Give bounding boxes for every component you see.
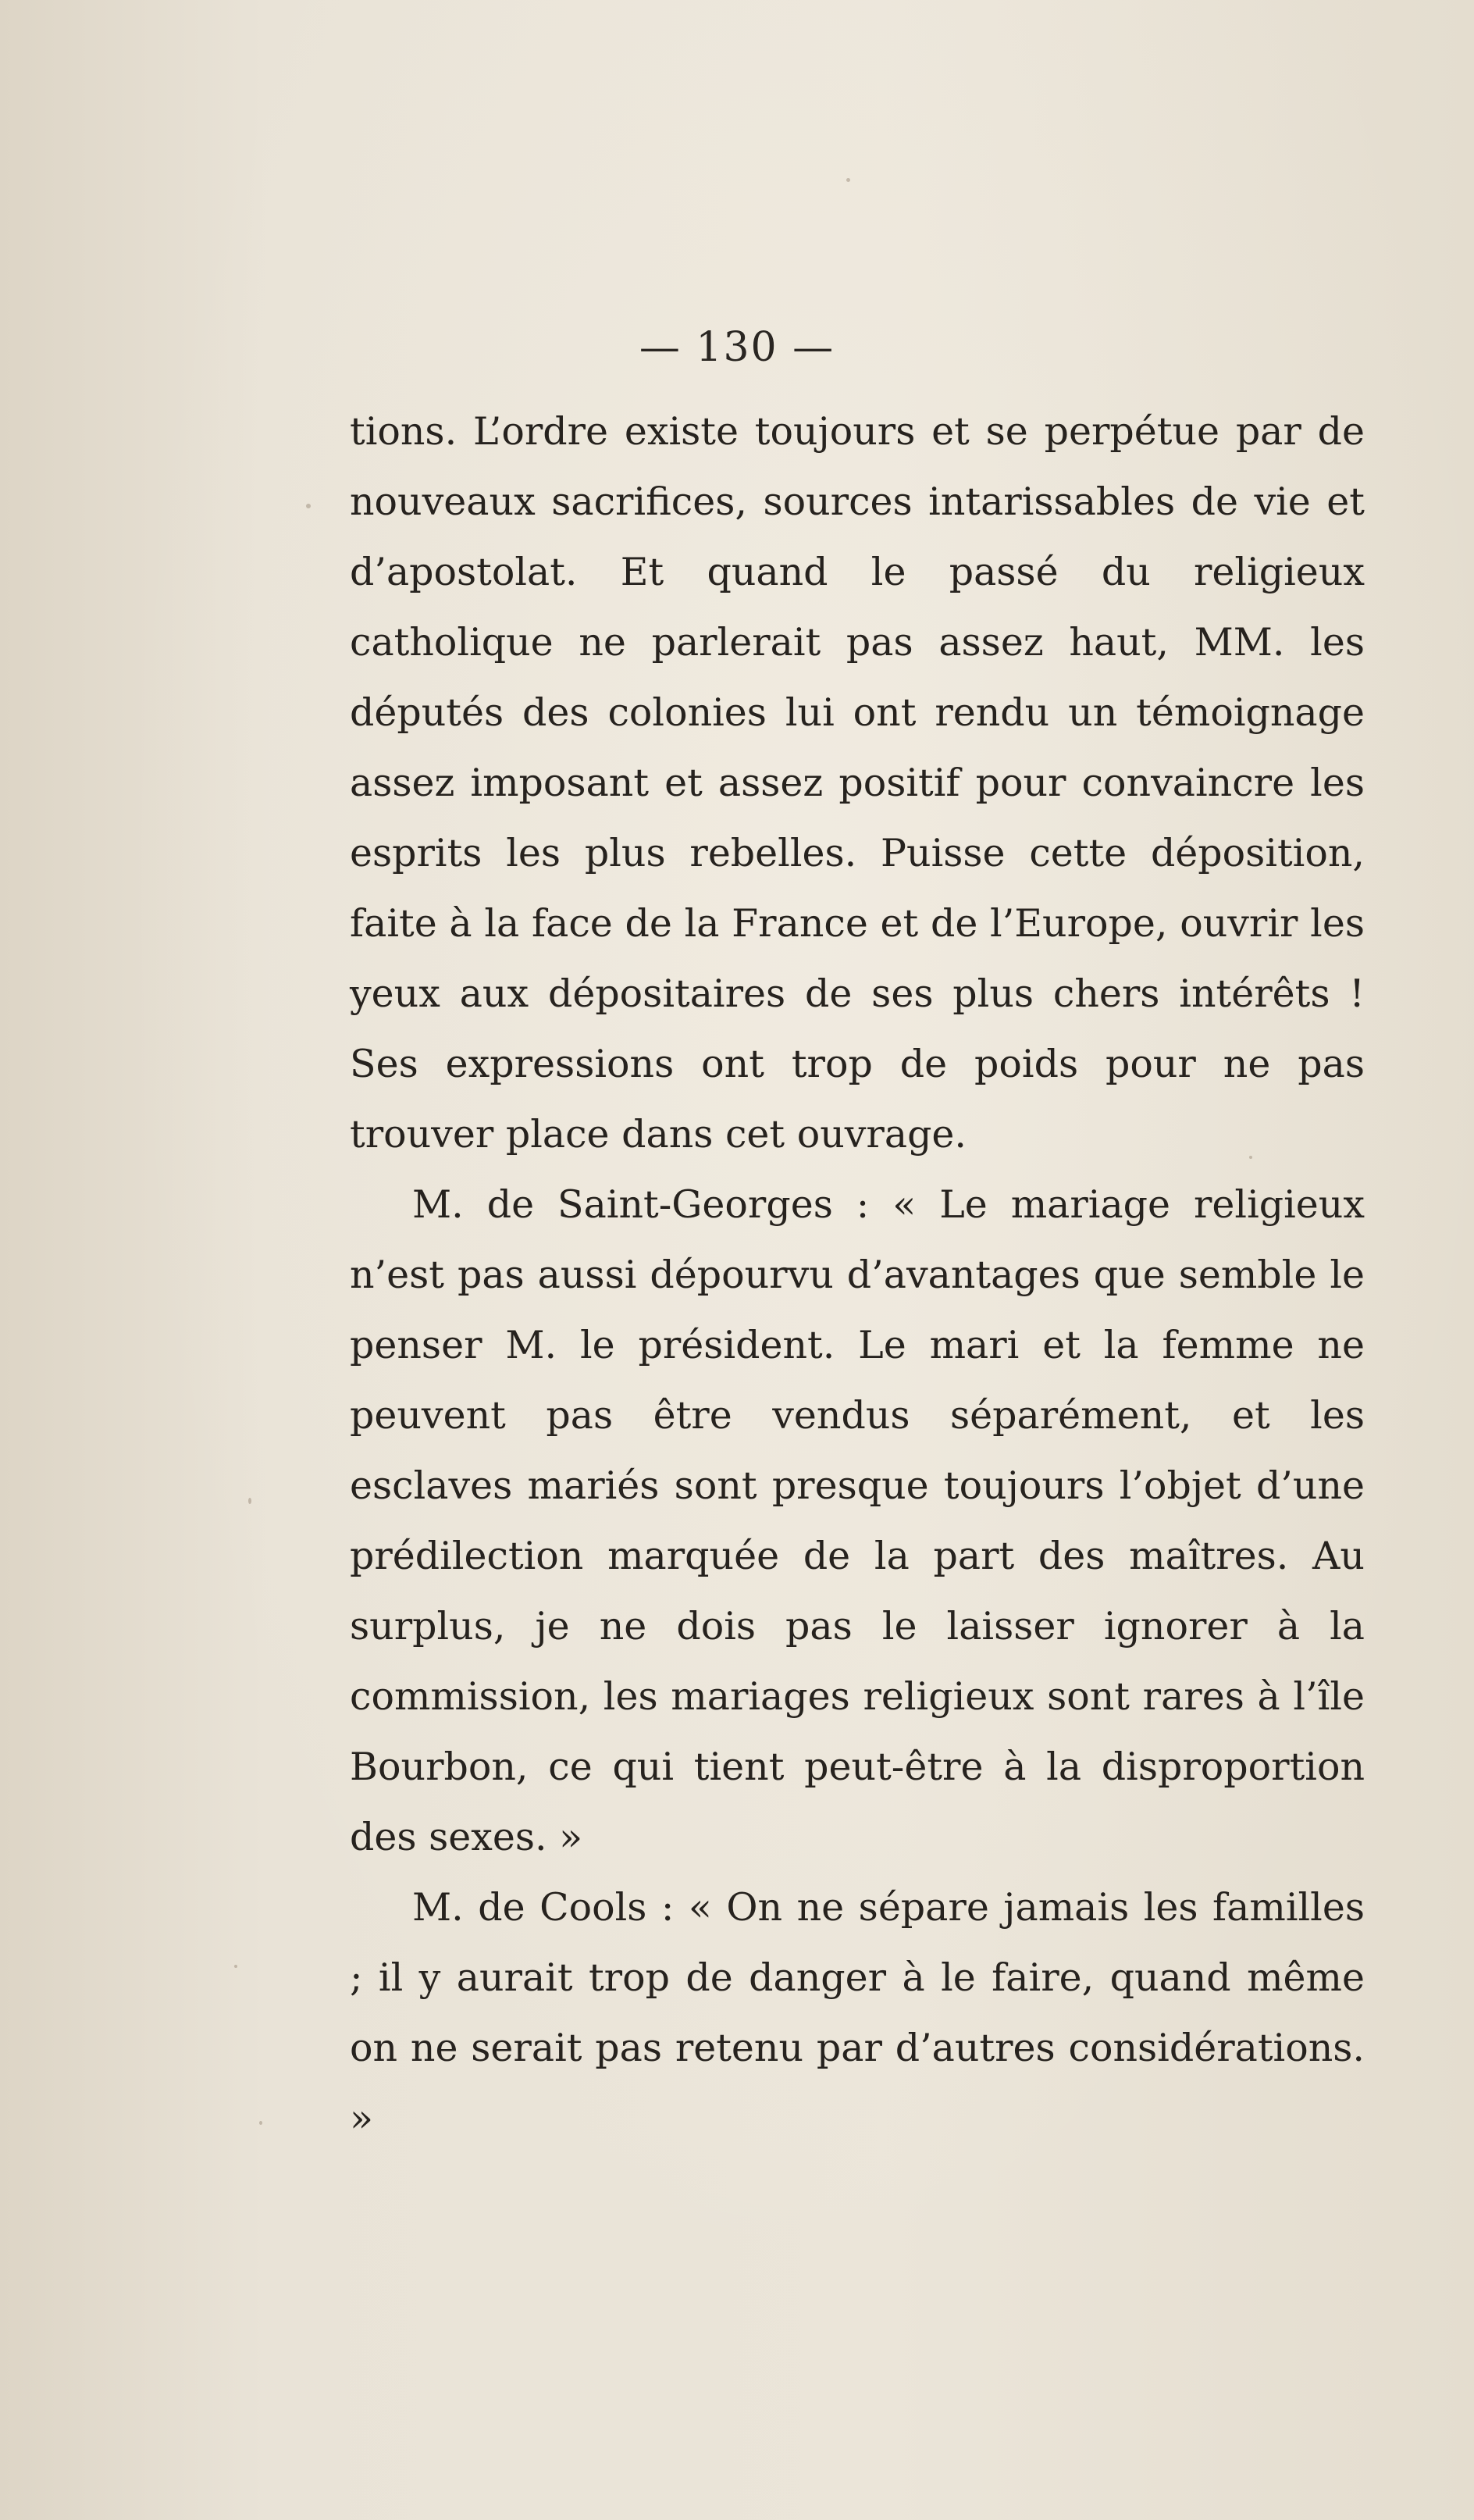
paper-speck [259,2121,262,2125]
paragraph: M. de Saint-Georges : « Le mariage religieux n’est pas aussi dépourvu d’avantages que semble le penser M. le président. Le mari et la femme ne peuvent pas être vendus séparément, et les esclaves mariés sont presque toujours l’objet d’une prédilection marquée de la part des maîtres. Au surplus, je ne dois pas le laisser ignorer à la commission, les mariages religieux sont rares à l’île Bourbon, ce qui tient peut-être à la disproportion des sexes. » [350,1182,1365,1859]
paragraph: M. de Cools : « On ne sépare jamais les familles ; il y aurait trop de danger à le faire, quand même on ne serait pas retenu par d’autres considérations. » [350,1885,1365,2140]
page-number: — 130 — [639,324,835,371]
paragraph: tions. L’ordre existe toujours et se perpétue par de nouveaux sacrifices, sources intarissables de vie et d’apostolat. Et quand le passé du religieux catholique ne parlerait pas assez haut, MM. les députés des colonies lui ont rendu un témoignage assez imposant et assez positif pour convaincre les esprits les plus rebelles. Puisse cette déposition, faite à la face de la France et de l’Europe, ouvrir les yeux aux dépositaires de ses plus chers intérêts ! Ses expressions ont trop de poids pour ne pas trouver place dans cet ouvrage. [350,409,1365,1157]
paper-speck [248,1498,251,1504]
paper-speck [306,504,311,508]
paper-speck [846,178,850,182]
paper-speck [234,1965,237,1968]
body-text [350,397,1365,2154]
